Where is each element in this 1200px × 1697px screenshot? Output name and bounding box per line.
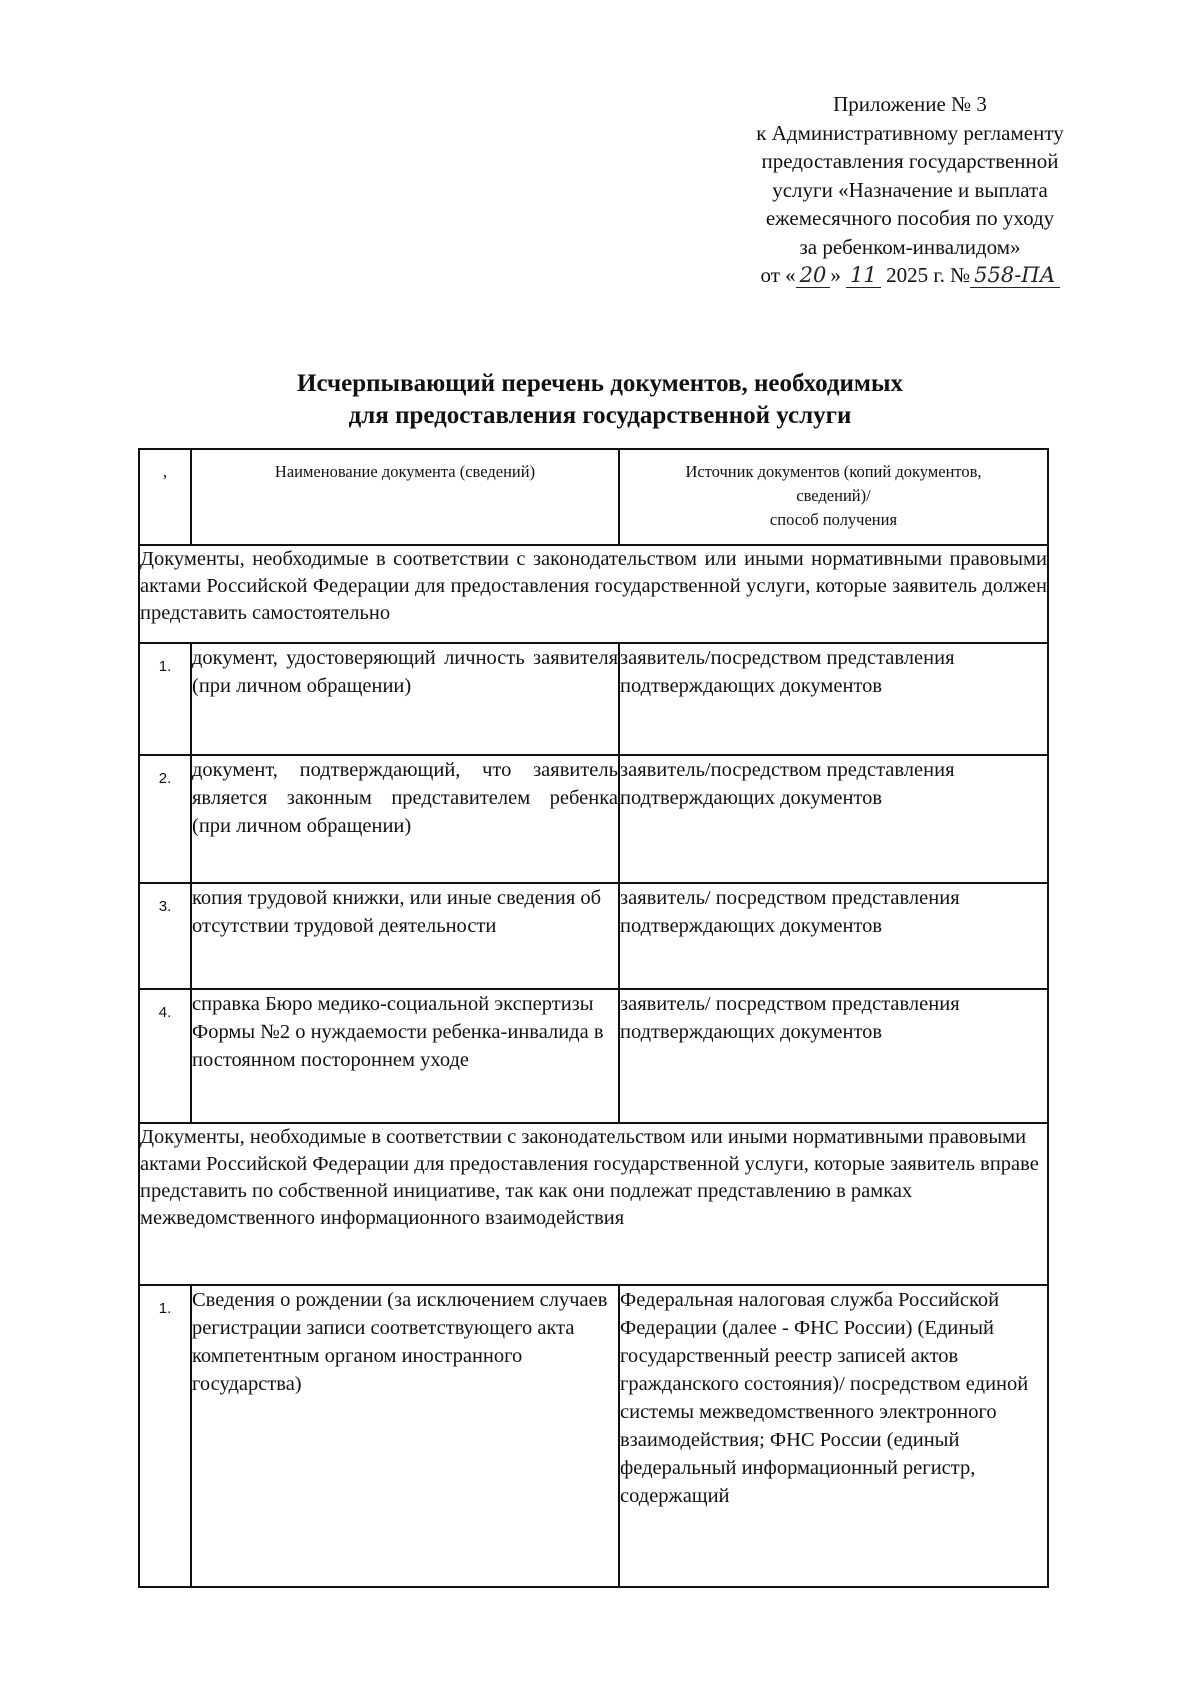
table-row — [139, 1285, 1048, 1587]
title-line-1: Исчерпывающий перечень документов, необходимых — [297, 370, 903, 397]
appendix-date-line — [700, 261, 1120, 290]
table-row — [139, 643, 1048, 755]
row-number: 4. — [139, 989, 191, 1123]
appendix-line: ежемесячного пособия по уходу — [765, 206, 1055, 230]
row-number: 1. — [139, 1285, 191, 1587]
section-text: Документы, необходимые в соответствии с законодательством или иными нормативными правовыми актами Российской Федерации для предоставления государственной услуги, которые заявитель должен представить самостоятельно — [139, 545, 1048, 643]
row-document-name: справка Бюро медико-социальной экспертизы Формы №2 о нуждаемости ребенка-инвалида в постоянном постороннем уходе — [191, 989, 619, 1123]
date-prefix: от « — [760, 263, 796, 287]
row-document-name: Сведения о рождении (за исключением случаев регистрации записи соответствующего акта компетентным органом иностранного государства) — [191, 1285, 619, 1587]
table-row — [139, 989, 1048, 1123]
row-document-name: документ, удостоверяющий личность заявителя (при личном обращении) — [191, 643, 619, 755]
handwritten-day: 20 — [796, 263, 831, 288]
section-heading-required — [139, 545, 1048, 643]
header-source: Источник документов (копий документов, сведений)/ способ получения — [619, 449, 1048, 545]
row-document-name: копия трудовой книжки, или иные сведения об отсутствии трудовой деятельности — [191, 883, 619, 989]
appendix-number: Приложение № 3 — [833, 92, 987, 116]
table-row — [139, 755, 1048, 883]
date-year: 2025 г. № — [886, 263, 971, 287]
row-source: заявитель/ посредством представления подтверждающих документов — [619, 989, 1048, 1123]
appendix-line: предоставления государственной — [761, 149, 1059, 173]
header-name: Наименование документа (сведений) — [191, 449, 619, 545]
table-header-row — [139, 449, 1048, 545]
row-source: заявитель/посредством представления подтверждающих документов — [619, 755, 1048, 883]
row-document-name: документ, подтверждающий, что заявитель является законным представителем ребенка (при личном обращении) — [191, 755, 619, 883]
row-source: Федеральная налоговая служба Российской Федерации (далее - ФНС России) (Единый государственный реестр записей актов гражданского состояния)/ посредством единой системы межведомственного электронного взаимодействия; ФНС России (единый федеральный информационный регистр, содержащий — [619, 1285, 1048, 1587]
appendix-line: услуги «Назначение и выплата — [772, 177, 1048, 202]
handwritten-month: 11 — [846, 263, 881, 288]
row-number: 1. — [139, 643, 191, 755]
appendix-line: за ребенком-инвалидом» — [799, 234, 1021, 259]
row-number: 3. — [139, 883, 191, 989]
section-text: Документы, необходимые в соответствии с законодательством или иными нормативными правовыми актами Российской Федерации для предоставления государственной услуги, которые заявитель вправе представить по собственной инициативе, так как они подлежат представлению в рамках межведомственного информационного взаимодействия — [139, 1123, 1048, 1285]
row-source: заявитель/ посредством представления подтверждающих документов — [619, 883, 1048, 989]
table-row — [139, 883, 1048, 989]
appendix-line: к Административному регламенту — [756, 120, 1064, 145]
documents-table — [138, 448, 1049, 1588]
row-number: 2. — [139, 755, 191, 883]
title-line-2: для предоставления государственной услуги — [348, 402, 852, 429]
date-quote: » — [830, 263, 841, 287]
handwritten-number: 558-ПА — [970, 263, 1059, 288]
row-source: заявитель/посредством представления подтверждающих документов — [619, 643, 1048, 755]
appendix-header — [700, 90, 1120, 290]
section-heading-optional — [139, 1123, 1048, 1285]
header-num: , — [139, 449, 191, 545]
page-title — [140, 368, 1060, 432]
